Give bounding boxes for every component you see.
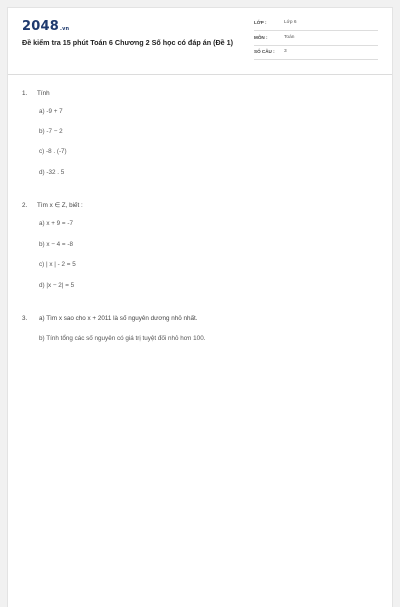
meta-label-question-count: SỐ CÂU : bbox=[254, 49, 275, 54]
answer-item: d) |x − 2| = 5 bbox=[39, 282, 75, 289]
meta-row-subject bbox=[254, 33, 378, 46]
question-prompt: Tìm x ∈ Z, biết : bbox=[37, 202, 83, 209]
answer-item: b) x − 4 = -8 bbox=[39, 241, 73, 248]
answer-item: d) -32 . 5 bbox=[39, 169, 65, 176]
exam-sheet bbox=[7, 7, 393, 607]
exam-header bbox=[8, 8, 392, 75]
exam-meta bbox=[254, 18, 378, 62]
meta-value-subject: Toán bbox=[284, 34, 295, 40]
question-number: 3. bbox=[22, 315, 28, 322]
answer-item: a) x + 9 = -7 bbox=[39, 220, 73, 227]
question-number: 2. bbox=[22, 202, 28, 209]
answer-item: b) -7 − 2 bbox=[39, 128, 63, 135]
meta-label-subject: MÔN : bbox=[254, 34, 268, 40]
answer-item: a) -9 + 7 bbox=[39, 108, 63, 115]
meta-row-question-count bbox=[254, 47, 378, 60]
meta-label-class: LỚP : bbox=[254, 20, 267, 25]
meta-value-question-count: 3 bbox=[284, 49, 287, 54]
answer-item: b) Tính tổng các số nguyên có giá trị tuyệt đối nhỏ hơn 100. bbox=[39, 335, 206, 342]
question-number: 1. bbox=[22, 90, 28, 97]
logo-suffix: .vn bbox=[59, 26, 70, 32]
question-prompt: Tính bbox=[37, 90, 50, 97]
site-logo[interactable] bbox=[22, 19, 69, 34]
exam-title: Đề kiểm tra 15 phút Toán 6 Chương 2 Số học có đáp án (Đề 1) bbox=[22, 38, 234, 47]
meta-row-class bbox=[254, 18, 378, 31]
answer-item: c) | x | - 2 = 5 bbox=[39, 261, 76, 268]
meta-value-class: Lớp 6 bbox=[284, 20, 297, 25]
logo-text: 2048 bbox=[22, 19, 59, 34]
question-prompt: a) Tìm x sao cho x + 2011 là số nguyên dương nhỏ nhất. bbox=[39, 315, 198, 322]
answer-item: c) -8 . (-7) bbox=[39, 148, 67, 155]
